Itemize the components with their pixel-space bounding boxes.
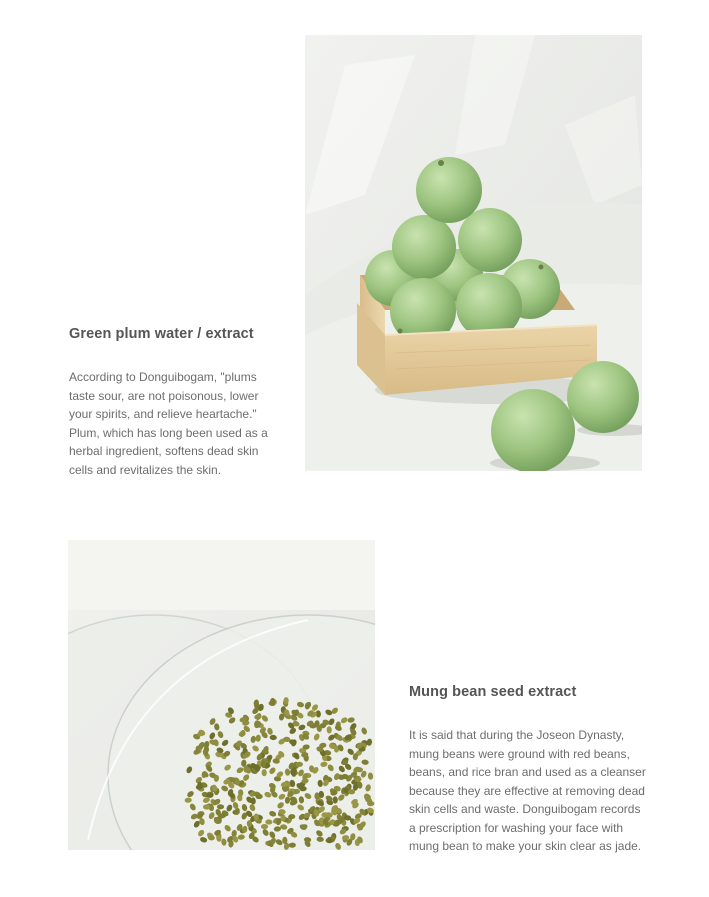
- mung-bean-line-4: because they are effective at removing dead: [409, 783, 645, 798]
- mung-bean-line-5: skin cells and waste. Donguibogam records: [409, 802, 641, 816]
- green-plum-description: [69, 368, 281, 479]
- green-plum-heading: Green plum water / extract: [69, 326, 254, 342]
- mung-bean-line-6: a prescription for washing your face with: [409, 820, 624, 835]
- mung-beans-photo: [68, 540, 375, 850]
- mung-bean: [282, 837, 287, 844]
- green-plum-line-3: your spirits, and relieve heartache.": [69, 407, 257, 421]
- mung-bean-heading: Mung bean seed extract: [409, 684, 577, 700]
- mung-bean: [296, 762, 303, 767]
- green-plum-text-block: [69, 326, 289, 479]
- green-plum-line-4: Plum, which has long been used as a: [69, 425, 268, 440]
- mung-bean-line-1: It is said that during the Joseon Dynasty,: [409, 728, 625, 742]
- green-plums-photo: [305, 35, 642, 471]
- green-plum-line-6: cells and revitalizes the skin.: [69, 462, 222, 477]
- green-plum-line-5: herbal ingredient, softens dead skin: [69, 444, 259, 458]
- mung-bean-line-3: beans, and rice bran and used as a cleanser: [409, 765, 646, 779]
- mung-bean-line-2: mung beans were ground with red beans,: [409, 746, 630, 761]
- green-plum-line-2: taste sour, are not poisonous, lower: [69, 388, 259, 403]
- mung-bean-text-block: [409, 684, 659, 856]
- green-plum-line-1: According to Donguibogam, "plums: [69, 370, 257, 384]
- mung-bean: [206, 793, 213, 798]
- mung-bean-line-7: mung bean to make your skin clear as jade.: [409, 839, 642, 853]
- mung-bean-description: [409, 726, 654, 856]
